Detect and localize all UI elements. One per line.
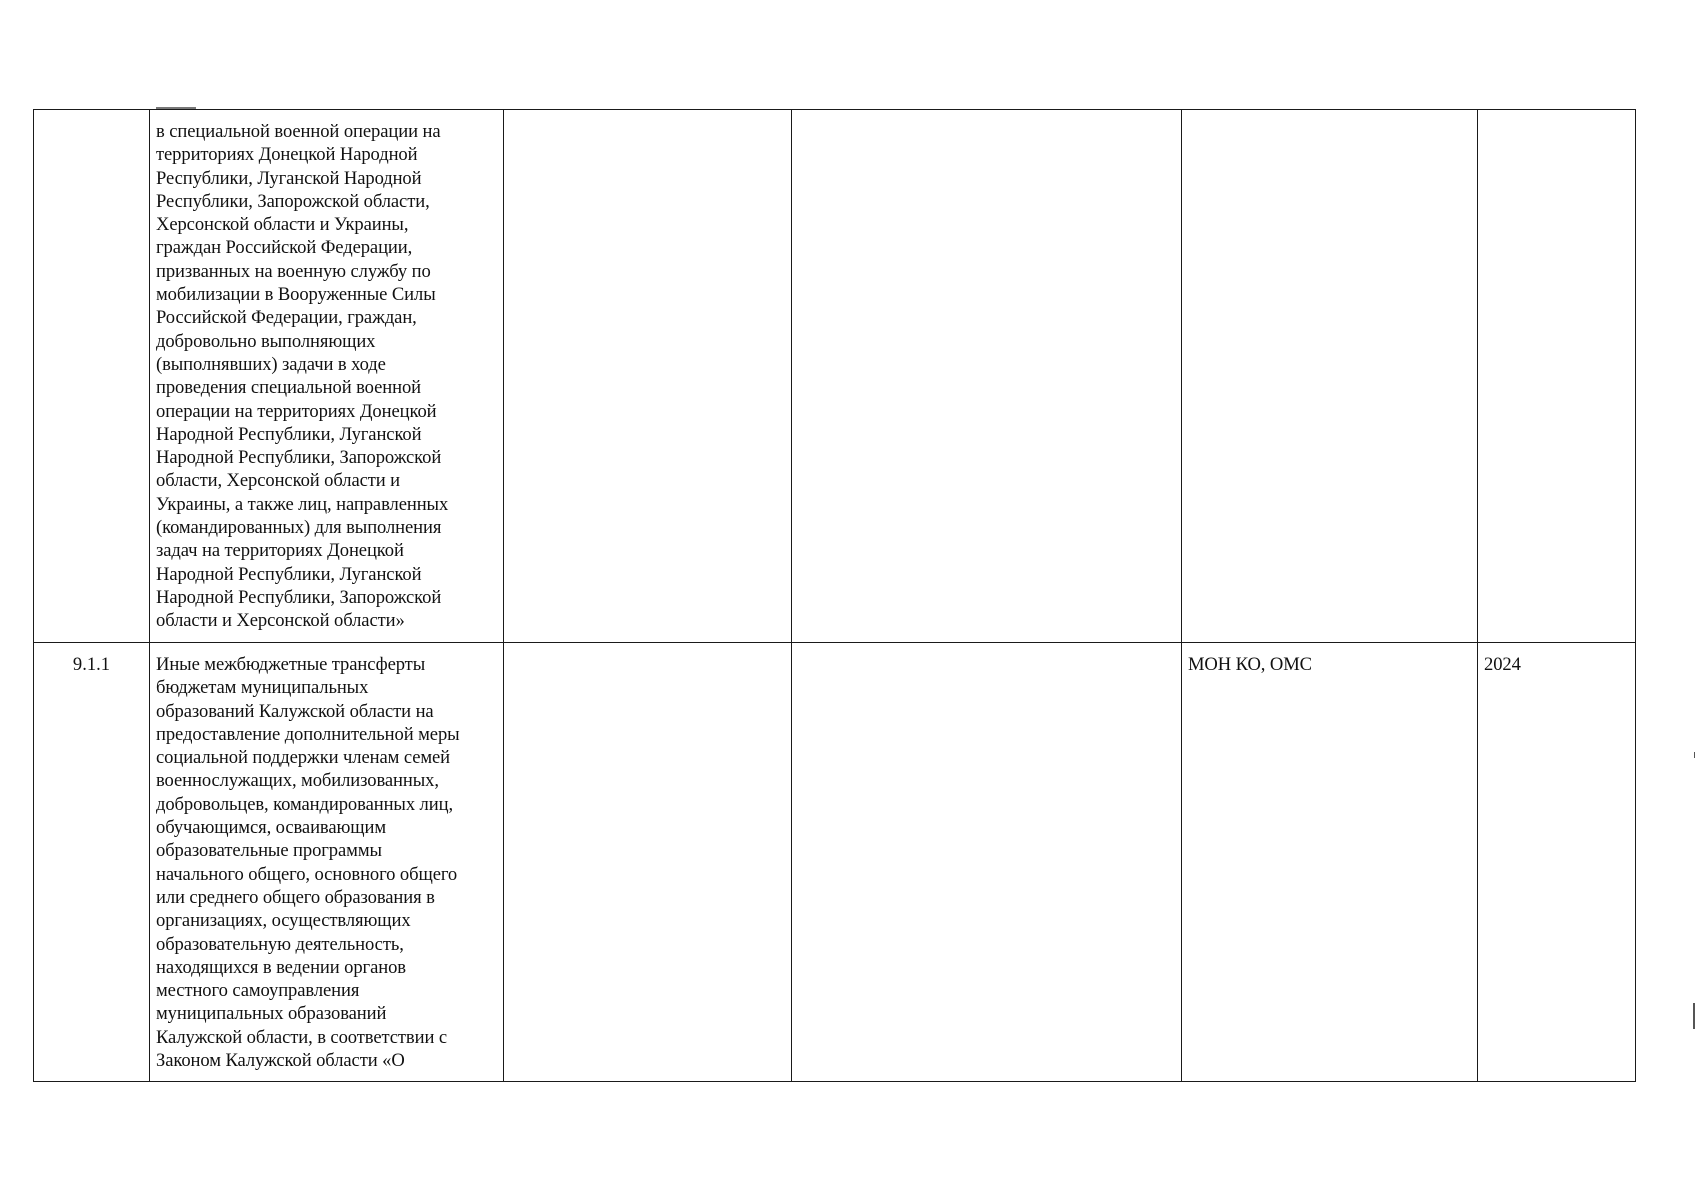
row-number: 9.1.1 xyxy=(72,654,111,675)
row-number xyxy=(34,110,149,120)
empty-cell xyxy=(504,110,792,643)
scan-artifact xyxy=(1694,752,1695,758)
row-executor: МОН КО, ОМС xyxy=(1188,654,1312,675)
row-number-cell xyxy=(34,643,150,1082)
empty-cell xyxy=(792,110,1182,643)
year-cell xyxy=(1478,643,1636,1082)
year-cell xyxy=(1478,110,1636,643)
empty-cell xyxy=(792,643,1182,1082)
executor-cell xyxy=(1182,110,1478,643)
row-executor xyxy=(1182,110,1477,120)
row-description: в специальной военной операции на территориях Донецкой Народной Республики, Луганской Народной Республики, Запорожской области, Херсонской области и Украины, граждан Российской Федерации, призванных на военную службу по мобилизации в Вооруженные Силы Российской Федерации, граждан, добровольно выполняющих (выполнявших) задачи в ходе проведения специальной военной операции на территориях Донецкой Народной Республики, Луганской Народной Республики, Запорожской области, Херсонской области и Украины, а также лиц, направленных (командированных) для выполнения задач на территориях Донецкой Народной Республики, Луганской Народной Республики, Запорожской области и Херсонской области» xyxy=(156,121,449,632)
row-year xyxy=(1478,110,1635,120)
table-row xyxy=(34,110,1636,643)
program-table xyxy=(33,109,1636,1082)
description-cell xyxy=(150,110,504,643)
row-number-cell xyxy=(34,110,150,643)
empty-cell xyxy=(504,643,792,1082)
cell-value xyxy=(792,110,1181,120)
row-description: Иные межбюджетные трансферты бюджетам муниципальных образований Калужской области на предоставление дополнительной меры социальной поддержки членам семей военнослужащих, мобилизованных, добровольцев, командированных лиц, обучающимся, осваивающим образовательные программы начального общего, основного общего или среднего общего образования в организациях, осуществляющих образовательную деятельность, находящихся в ведении органов местного самоуправления муниципальных образований Калужской области, в соответствии с Законом Калужской области «О xyxy=(156,654,460,1072)
cell-value xyxy=(504,110,791,120)
scan-artifact xyxy=(1693,1003,1695,1029)
cell-value xyxy=(504,643,791,653)
table-row xyxy=(34,643,1636,1082)
scan-artifact xyxy=(156,107,196,109)
description-cell xyxy=(150,643,504,1082)
row-year: 2024 xyxy=(1484,654,1521,675)
cell-value xyxy=(792,643,1181,653)
executor-cell xyxy=(1182,643,1478,1082)
